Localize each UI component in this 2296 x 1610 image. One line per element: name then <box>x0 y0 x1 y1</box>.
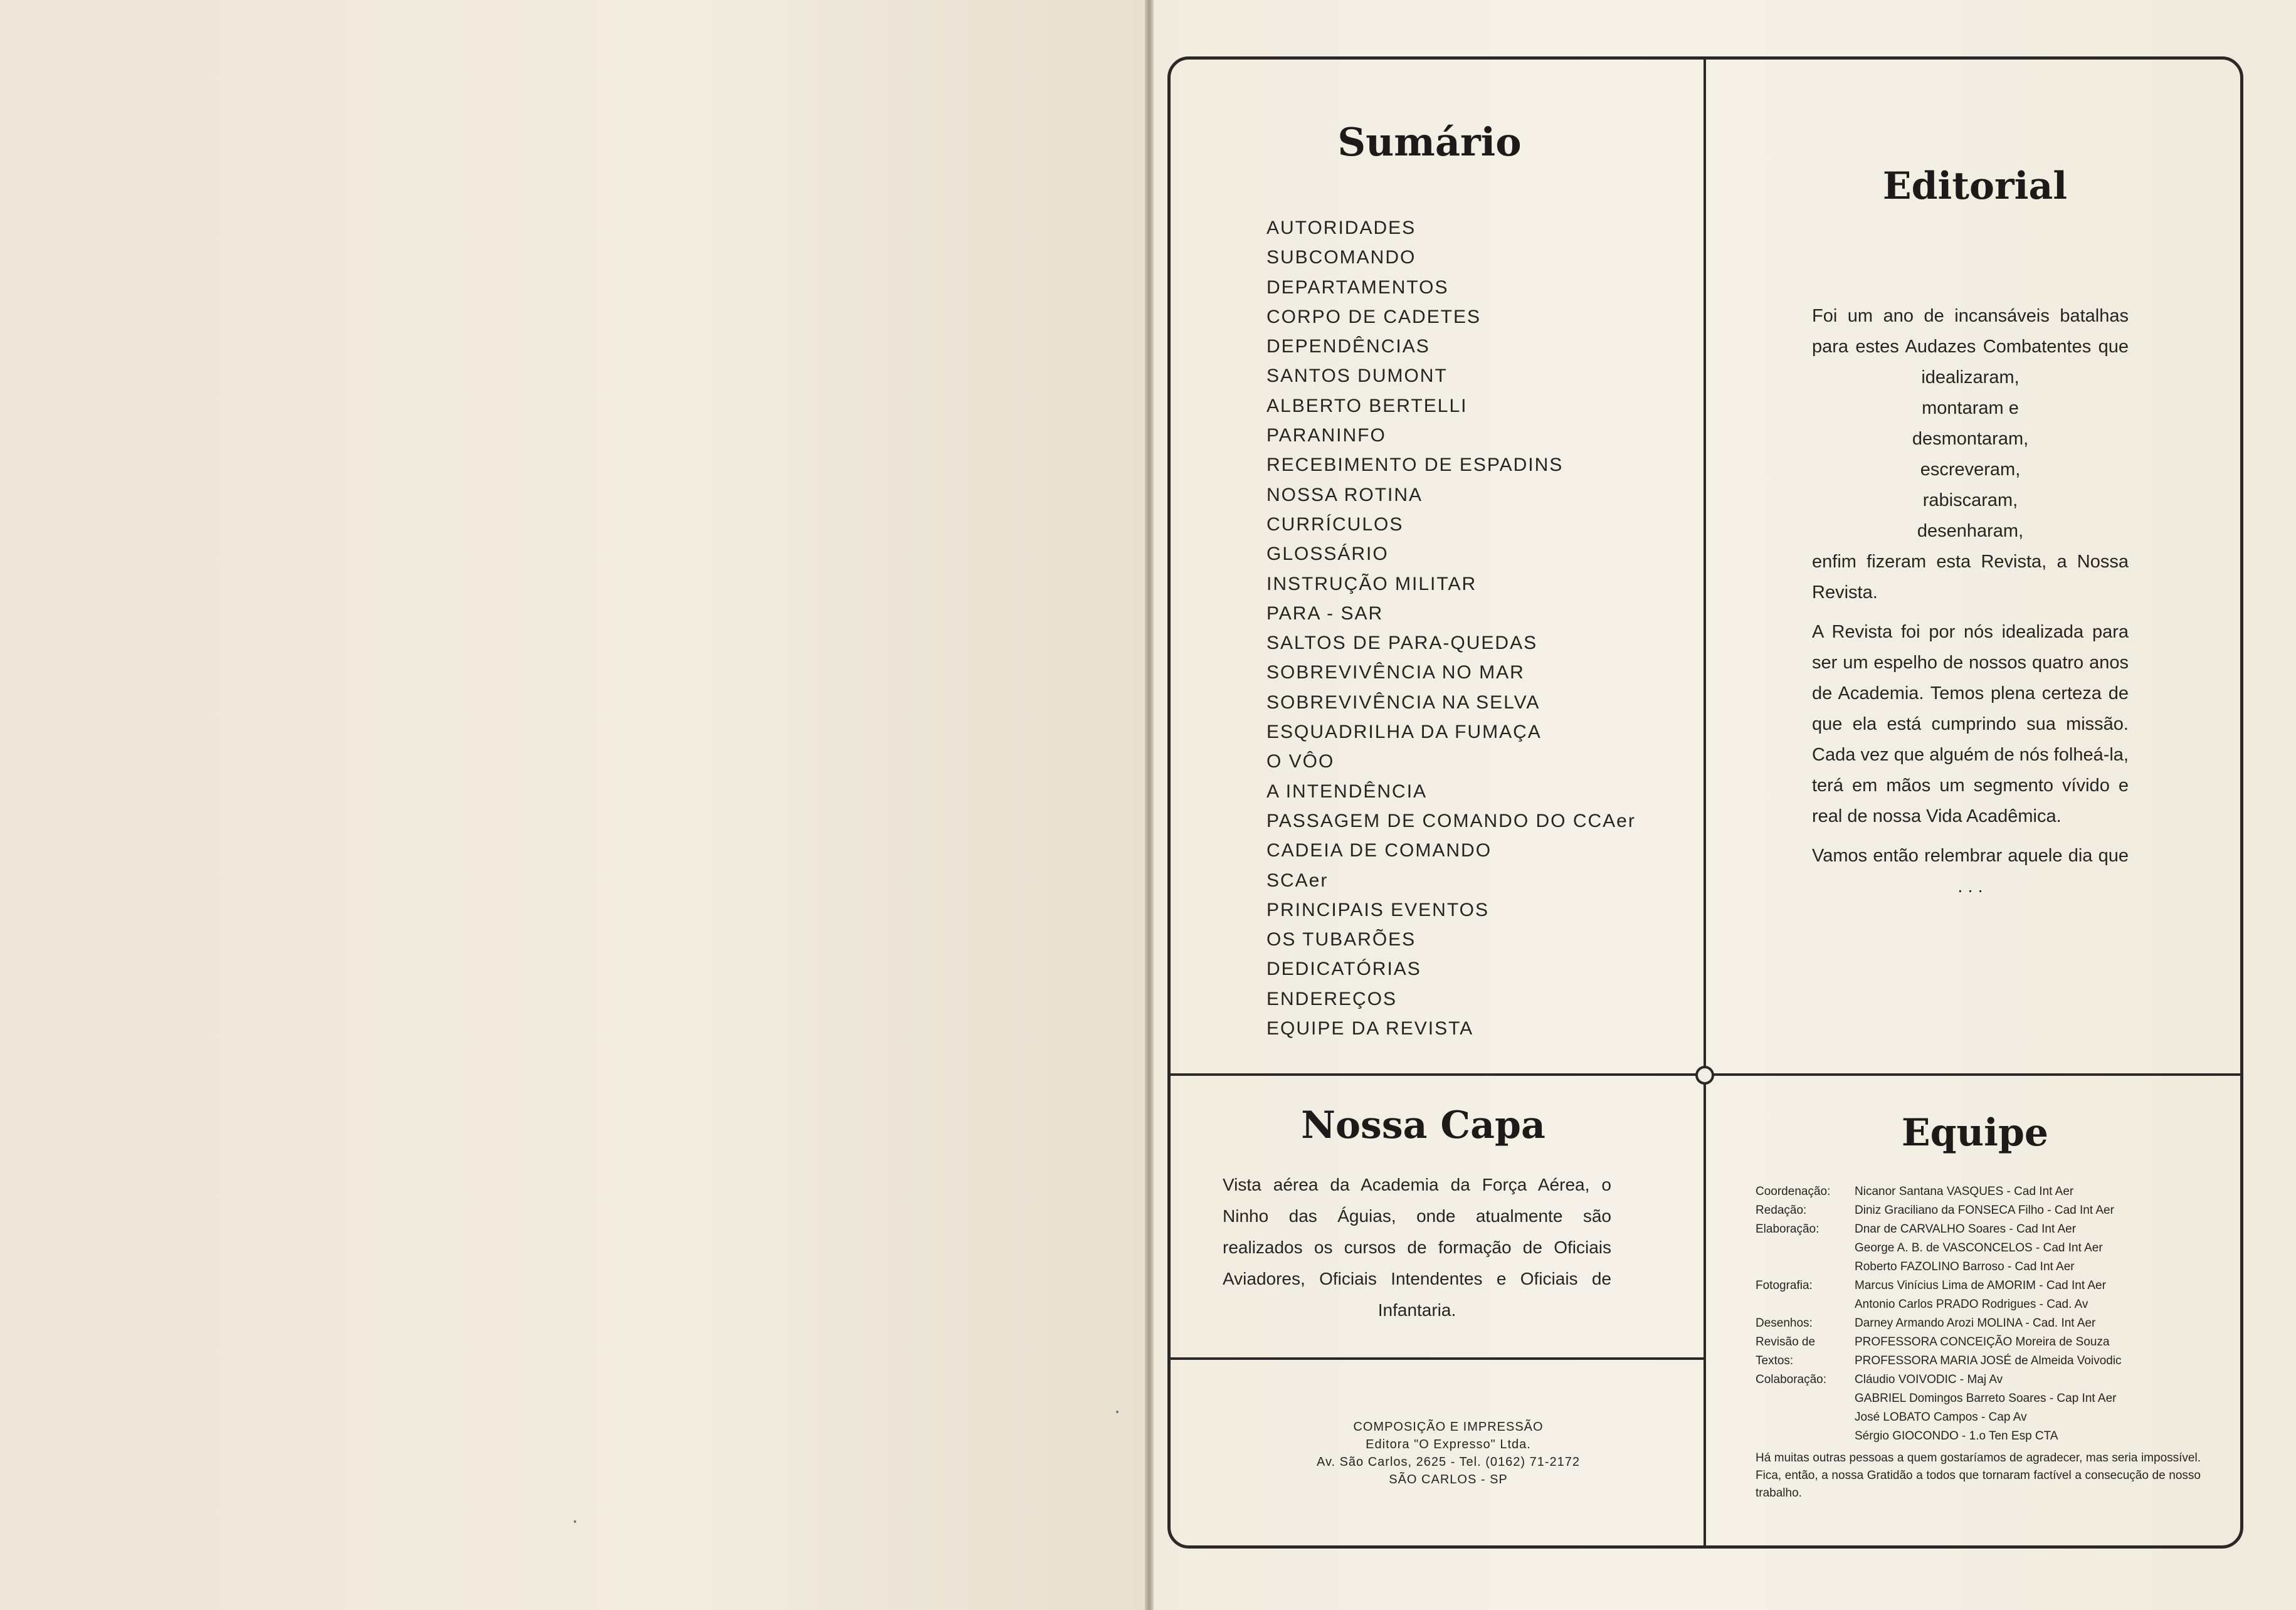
toc-item: CADEIA DE COMANDO <box>1266 840 1492 861</box>
toc-item: SOBREVIVÊNCIA NA SELVA <box>1266 692 1540 713</box>
editorial-text <box>1812 301 2129 902</box>
table-of-contents <box>1266 213 1636 1043</box>
team-row <box>1756 1220 2201 1239</box>
toc-item: DEDICATÓRIAS <box>1266 959 1421 980</box>
toc-item: NOSSA ROTINA <box>1266 484 1423 505</box>
toc-item: SANTOS DUMONT <box>1266 366 1448 387</box>
team-role: Fotografia: <box>1756 1279 1813 1292</box>
toc-item: CORPO DE CADETES <box>1266 306 1482 327</box>
toc-item: AUTORIDADES <box>1266 218 1416 238</box>
team-row <box>1756 1314 2201 1333</box>
editorial-title: Editorial <box>1882 164 2068 208</box>
team-role: Coordenação: <box>1756 1185 1831 1198</box>
credits-line: Av. São Carlos, 2625 - Tel. (0162) 71-2172 <box>1316 1455 1580 1469</box>
toc-item: SCAer <box>1266 870 1329 891</box>
paper-speck <box>574 1520 576 1523</box>
team-member: PROFESSORA MARIA JOSÉ de Almeida Voivodic <box>1855 1354 2122 1367</box>
team-role: Desenhos: <box>1756 1317 1813 1330</box>
toc-item: O VÔO <box>1266 751 1335 772</box>
editorial-line: idealizaram, <box>1921 367 2020 387</box>
team-row <box>1756 1201 2201 1220</box>
credits-line: COMPOSIÇÃO E IMPRESSÃO <box>1353 1420 1544 1434</box>
toc-item: PRINCIPAIS EVENTOS <box>1266 899 1489 920</box>
team-member: Antonio Carlos PRADO Rodrigues - Cad. Av <box>1855 1298 2088 1311</box>
team-role <box>1756 1295 1855 1314</box>
team-member: George A. B. de VASCONCELOS - Cad Int Aer <box>1855 1241 2103 1255</box>
credits-divider <box>1171 1357 1704 1360</box>
toc-item: DEPENDÊNCIAS <box>1266 336 1430 357</box>
team-role: Redação: <box>1756 1204 1807 1217</box>
team-member: Dnar de CARVALHO Soares - Cad Int Aer <box>1855 1223 2077 1236</box>
printing-credits <box>1229 1418 1668 1488</box>
team-member: Sérgio GIOCONDO - 1.o Ten Esp CTA <box>1855 1429 2058 1443</box>
team-member: Marcus Vinícius Lima de AMORIM - Cad Int Aer <box>1855 1279 2106 1292</box>
column-divider <box>1704 60 1706 1545</box>
credits-line: Editora "O Expresso" Ltda. <box>1366 1438 1531 1451</box>
toc-item: INSTRUÇÃO MILITAR <box>1266 573 1477 594</box>
team-row <box>1756 1276 2201 1295</box>
editorial-line: desmontaram, <box>1912 429 2029 449</box>
team-row <box>1756 1182 2201 1201</box>
toc-item: OS TUBARÕES <box>1266 929 1416 950</box>
toc-item: RECEBIMENTO DE ESPADINS <box>1266 455 1564 476</box>
paper-speck <box>1116 1411 1119 1413</box>
toc-item: ENDEREÇOS <box>1266 988 1398 1009</box>
team-role: Colaboração: <box>1756 1373 1827 1386</box>
toc-item: PARA - SAR <box>1266 602 1384 624</box>
team-role <box>1756 1427 1855 1446</box>
editorial-line: enfim fizeram esta Revista, a Nossa Revista. <box>1812 552 2129 602</box>
team-row <box>1756 1239 2201 1258</box>
team-role <box>1756 1408 1855 1427</box>
toc-item: ESQUADRILHA DA FUMAÇA <box>1266 722 1542 743</box>
toc-item: SALTOS DE PARA-QUEDAS <box>1266 633 1538 654</box>
team-role <box>1756 1258 1855 1276</box>
editorial-line: escreveram, <box>1920 460 2021 480</box>
team-role: Revisão de <box>1756 1335 1816 1349</box>
team-row <box>1756 1352 2201 1371</box>
team-row <box>1756 1427 2201 1446</box>
sumario-title: Sumário <box>1337 119 1522 165</box>
toc-item: DEPARTAMENTOS <box>1266 276 1449 298</box>
team-member: Diniz Graciliano da FONSECA Filho - Cad Int Aer <box>1855 1204 2114 1217</box>
toc-item: CURRÍCULOS <box>1266 513 1404 535</box>
equipe-title: Equipe <box>1901 1111 2049 1155</box>
team-role: Textos: <box>1756 1354 1794 1367</box>
team-member: Nicanor Santana VASQUES - Cad Int Aer <box>1855 1185 2074 1198</box>
team-member: Cláudio VOIVODIC - Maj Av <box>1855 1373 2003 1386</box>
toc-item: EQUIPE DA REVISTA <box>1266 1018 1474 1039</box>
toc-item: SOBREVIVÊNCIA NO MAR <box>1266 662 1525 683</box>
nossa-capa-text: Vista aérea da Academia da Força Aérea, o Ninho das Águias, onde atualmente são realizados os cursos de formação de Oficiais Aviadores, Oficiais Intendentes e Oficiais de Infantaria. <box>1223 1175 1611 1320</box>
team-row <box>1756 1408 2201 1427</box>
team-member: José LOBATO Campos - Cap Av <box>1855 1411 2027 1424</box>
nossa-capa-title: Nossa Capa <box>1301 1103 1546 1147</box>
team-member: Roberto FAZOLINO Barroso - Cad Int Aer <box>1855 1260 2075 1273</box>
team-role: Elaboração: <box>1756 1223 1819 1236</box>
team-row <box>1756 1333 2201 1352</box>
toc-item: PARANINFO <box>1266 425 1386 446</box>
left-row-divider <box>1171 1073 1704 1076</box>
editorial-line: desenharam, <box>1917 521 2024 541</box>
right-row-divider <box>1706 1073 2240 1076</box>
editorial-paragraph: A Revista foi por nós idealizada para ser um espelho de nossos quatro anos de Academia. Temos plena certeza de que ela está cumprindo sua missão. Cada vez que alguém de nós folheá-la, terá em mãos um segmento vívido e real de nossa Vida Acadêmica. <box>1812 622 2129 826</box>
team-role <box>1756 1239 1855 1258</box>
team-member: Darney Armando Arozi MOLINA - Cad. Int Aer <box>1855 1317 2096 1330</box>
editorial-line: Foi um ano de incansáveis batalhas para estes Audazes Combatentes que <box>1812 306 2129 357</box>
team-member: GABRIEL Domingos Barreto Soares - Cap Int Aer <box>1855 1392 2117 1405</box>
team-list <box>1756 1182 2201 1502</box>
toc-item: GLOSSÁRIO <box>1266 544 1389 565</box>
editorial-line: rabiscaram, <box>1922 490 2018 510</box>
team-note: Há muitas outras pessoas a quem gostaríamos de agradecer, mas seria impossível. Fica, então, a nossa Gratidão a todos que tornaram factível a consecução de nosso trabalho. <box>1756 1451 2201 1500</box>
toc-item: A INTENDÊNCIA <box>1266 781 1428 802</box>
team-row <box>1756 1295 2201 1314</box>
team-row <box>1756 1371 2201 1389</box>
editorial-line: montaram e <box>1922 398 2019 418</box>
toc-item: ALBERTO BERTELLI <box>1266 395 1468 416</box>
center-ornament <box>1695 1066 1714 1085</box>
team-row <box>1756 1389 2201 1408</box>
team-role <box>1756 1389 1855 1408</box>
team-row <box>1756 1258 2201 1276</box>
toc-item: PASSAGEM DE COMANDO DO CCAer <box>1266 810 1636 831</box>
toc-item: SUBCOMANDO <box>1266 247 1416 268</box>
editorial-closing: Vamos então relembrar aquele dia que . . . <box>1812 846 2129 897</box>
page-gutter <box>1145 0 1154 1610</box>
team-member: PROFESSORA CONCEIÇÃO Moreira de Souza <box>1855 1335 2110 1349</box>
credits-line: SÃO CARLOS - SP <box>1389 1473 1508 1486</box>
